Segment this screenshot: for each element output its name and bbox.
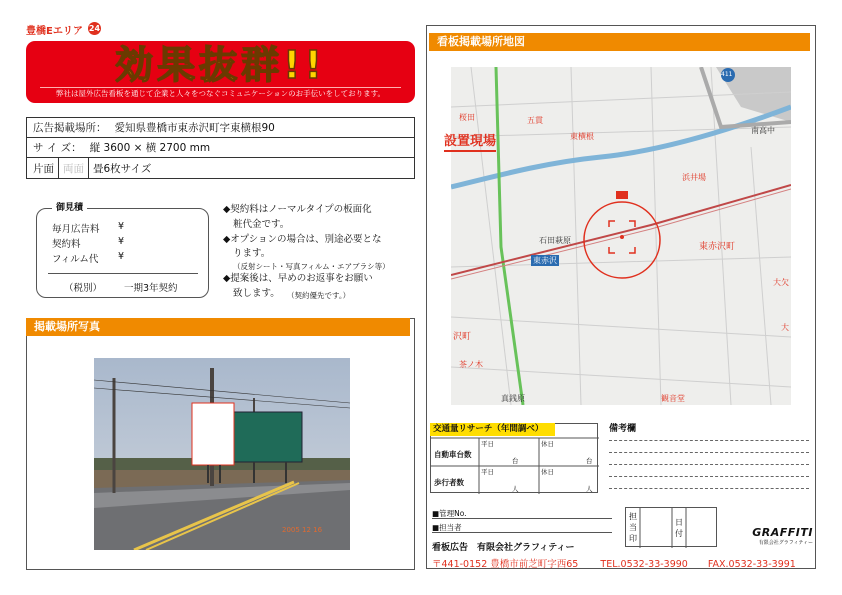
management-number-label: ■管理No.	[432, 509, 467, 518]
map-label-9: 茶ノ木	[459, 360, 483, 369]
map-label-1: 桜田	[459, 113, 475, 122]
remarks-line	[609, 476, 809, 477]
map-label-7: 東赤沢町	[699, 242, 736, 252]
spec-row-location	[27, 118, 414, 138]
side-label: 片面	[33, 162, 54, 175]
location-map	[451, 67, 791, 405]
area-number-badge: 24	[88, 24, 101, 33]
stamp-label-date: 日付	[675, 518, 683, 538]
company-logo	[745, 526, 813, 546]
remarks-title: 備考欄	[609, 424, 637, 434]
traffic-title: 交通量リサーチ（年間調べ）	[430, 423, 555, 436]
walk-weekday-label: 平日	[481, 468, 494, 476]
location-label: 広告掲載場所：	[33, 122, 107, 134]
site-photo	[94, 358, 350, 550]
contract-fee-yen: ¥	[118, 236, 125, 247]
note-line-1: ◆契約料はノーマルタイプの板面化	[223, 204, 372, 215]
banner	[26, 41, 415, 103]
map-label-8: 沢町	[453, 332, 472, 342]
company-contact	[432, 556, 796, 570]
size-type: 畳6枚サイズ	[93, 162, 152, 175]
map-label-5: 石田萩原	[539, 236, 571, 245]
map-route-badge: 411	[721, 71, 733, 78]
company-name: 看板広告 有限会社グラフィティー	[432, 543, 575, 553]
company-fax: FAX.0532-33-3991	[707, 559, 796, 570]
monthly-fee-yen: ¥	[118, 221, 125, 232]
area-label: 豊橋Eエリア	[26, 26, 83, 37]
contract-term: 一期3年契約	[124, 283, 178, 294]
person-in-charge-label: ■担当者	[432, 523, 462, 532]
company-address: 〒441-0152 豊橋市前芝町字西65	[432, 559, 579, 570]
banner-title: 効果抜群!!	[115, 43, 326, 87]
map-label-3: 東横根	[570, 132, 594, 141]
car-count-label: 自動車台数	[434, 450, 472, 459]
map-label-13: 大	[781, 323, 789, 332]
car-holiday-label: 休日	[541, 440, 554, 448]
map-label-10: 真銭原	[501, 394, 525, 403]
note-line-5: （反射シート・写真フィルム・エアブラシ等）	[233, 262, 390, 271]
car-weekday-unit: 台	[512, 457, 519, 465]
map-label-12: 大欠	[773, 278, 789, 287]
banner-subtitle: 弊社は屋外広告看板を通じて企業と人々をつなぐコミュニケーションのお手伝いをしております。	[40, 87, 401, 99]
location-value: 愛知県豊橋市東赤沢町字東横根90	[114, 122, 275, 134]
map-section-title: 看板掲載場所地図	[429, 33, 810, 51]
walk-weekday-unit: 人	[512, 485, 519, 493]
management-number-line	[432, 518, 612, 519]
spec-table	[26, 117, 415, 179]
note-line-3: ◆オプションの場合は、別途必要とな	[223, 234, 382, 245]
note-line-4: ります。	[233, 248, 271, 259]
film-fee-label: フィルム代	[52, 254, 99, 265]
site-photo-image	[94, 358, 350, 550]
map-drawing	[451, 67, 791, 405]
person-in-charge-line	[432, 532, 612, 533]
photo-section-title: 掲載場所写真	[26, 318, 410, 336]
note-line-2: 粧代金です。	[233, 219, 290, 230]
site-label: 設置現場	[444, 130, 496, 152]
company-tel: TEL.0532-33-3990	[600, 559, 688, 570]
estimate-title: 御見積	[52, 200, 87, 213]
map-label-station: 東赤沢	[533, 256, 557, 265]
photo-date-stamp: 2005 12 16	[282, 526, 323, 534]
car-holiday-unit: 台	[586, 457, 593, 465]
note-line-7: 致します。	[233, 288, 280, 299]
stamp-grid	[626, 508, 718, 548]
stamp-label-person: 担当印	[629, 512, 637, 543]
note-line-8: （契約優先です。）	[287, 291, 351, 300]
spec-row-size	[27, 138, 414, 158]
stamp-box	[625, 507, 717, 547]
remarks-line	[609, 488, 809, 489]
remarks-line	[609, 440, 809, 441]
side-muted-label: 両面	[63, 162, 84, 175]
spec-row-side	[27, 158, 414, 178]
contract-fee-label: 契約料	[52, 239, 81, 250]
logo-text: GRAFFITI	[752, 526, 813, 539]
size-label: サ イ ズ：	[33, 142, 82, 154]
size-value: 縦 3600 × 横 2700 mm	[89, 142, 211, 154]
map-label-4: 浜井場	[682, 173, 706, 182]
note-line-6: ◆提案後は、早めのお返事をお願い	[223, 273, 373, 284]
pedestrian-count-label: 歩行者数	[434, 478, 464, 487]
map-label-2: 五貫	[527, 116, 543, 125]
estimate-divider	[48, 273, 198, 274]
walk-holiday-unit: 人	[586, 485, 593, 493]
remarks-line	[609, 464, 809, 465]
logo-subtext: 有限会社グラフィティー	[758, 540, 813, 546]
tax-note: （税別）	[64, 283, 103, 294]
car-weekday-label: 平日	[481, 440, 494, 448]
remarks-line	[609, 452, 809, 453]
map-label-11: 観音堂	[661, 394, 685, 403]
walk-holiday-label: 休日	[541, 468, 554, 476]
film-fee-yen: ¥	[118, 251, 125, 262]
monthly-fee-label: 毎月広告料	[52, 224, 100, 235]
map-label-14: 南高中	[751, 126, 775, 135]
